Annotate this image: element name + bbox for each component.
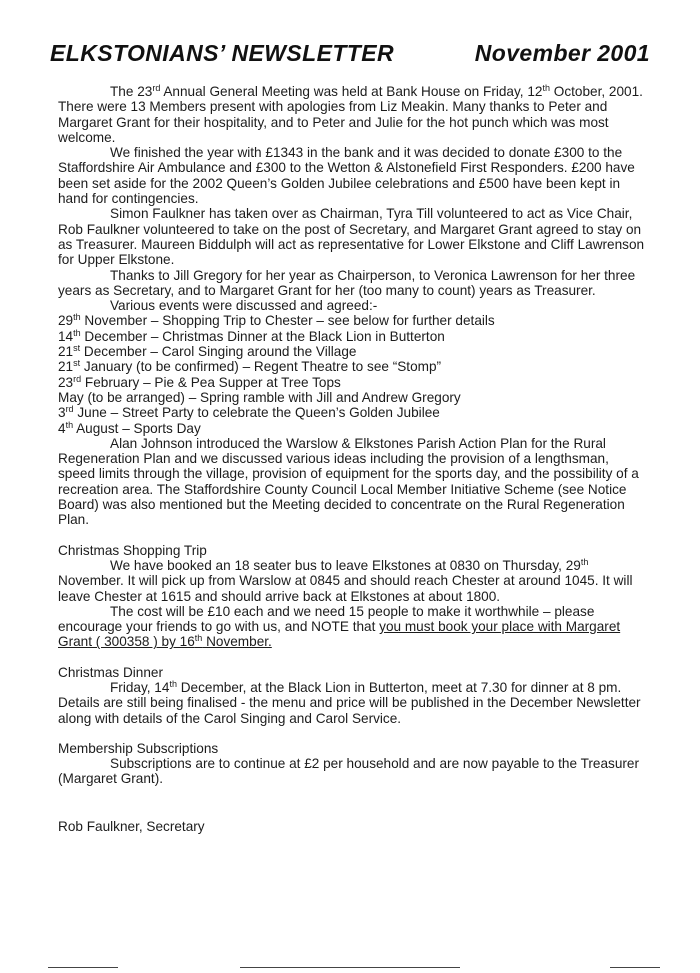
shopping-paragraph-2: The cost will be £10 each and we need 15 people to make it worthwhile – please encourage your friends to go with us, and NOTE that you must book your place with Margaret Grant ( 300358 ) by 16th November. bbox=[58, 603, 621, 650]
event-item: 23rd February – Pie & Pea Supper at Tree Tops bbox=[58, 373, 341, 390]
membership-heading: Membership Subscriptions bbox=[58, 740, 219, 756]
agm-paragraph-5: Alan Johnson introduced the Warslow & Elkstones Parish Action Plan for the Rural Regeneration Plan and we discussed various ideas including the provision of a lengthsman, speed limits through the village, provision of equipment for the sports day, and the possibility of a recreation area. The Staffordshire County Council Local Member Initiative Scheme (see Notice Board) was also mentioned but the Meeting decided to concentrate on the Rural Regeneration Plan. bbox=[58, 435, 639, 528]
event-item: 29th November – Shopping Trip to Chester – see below for further details bbox=[58, 312, 495, 329]
dinner-heading: Christmas Dinner bbox=[58, 664, 163, 680]
newsletter-date: November 2001 bbox=[474, 40, 650, 66]
booking-note: you must book your place with Margaret Grant ( 300358 ) by 16th November. bbox=[58, 619, 621, 650]
shopping-paragraph-1: We have booked an 18 seater bus to leave Elkstones at 0830 on Thursday, 29th November. It will pick up from Warslow at 0845 and should reach Chester at around 1045. It will leave Chester at 1615 and should arrive back at Elkstones at about 1800. bbox=[58, 556, 633, 604]
scan-edge-line bbox=[610, 967, 660, 968]
event-item: May (to be arranged) – Spring ramble with Jill and Andrew Gregory bbox=[58, 389, 461, 405]
event-item: 3rd June – Street Party to celebrate the Queen’s Golden Jubilee bbox=[58, 404, 440, 421]
shopping-heading: Christmas Shopping Trip bbox=[58, 542, 207, 558]
agm-paragraph-1 bbox=[58, 84, 648, 145]
agm-paragraph-2: We finished the year with £1343 in the bank and it was decided to donate £300 to the Staffordshire Air Ambulance and £300 to the Wetton & Alstonefield First Responders. £200 have been set aside for the 2002 Queen’s Golden Jubilee celebrations and £500 have been kept in hand for contingencies. bbox=[58, 145, 635, 207]
signature: Rob Faulkner, Secretary bbox=[58, 818, 205, 834]
events-intro: Various events were discussed and agreed:- bbox=[110, 298, 378, 314]
membership-paragraph-1: Subscriptions are to continue at £2 per household and are now payable to the Treasurer (Margaret Grant). bbox=[58, 756, 639, 787]
newsletter-body bbox=[58, 84, 648, 834]
dinner-paragraph-1: Friday, 14th December, at the Black Lion in Butterton, meet at 7.30 for dinner at 8 pm. Details are still being finalised - the menu and price will be published in the December Newsletter along with details of the Carol Singing and Carol Service. bbox=[58, 678, 641, 726]
agm-p1-sup1: rd bbox=[152, 83, 161, 93]
newsletter-title: ELKSTONIANS’ NEWSLETTER bbox=[50, 40, 394, 66]
agm-paragraph-3: Simon Faulkner has taken over as Chairman, Tyra Till volunteered to act as Vice Chair, Rob Faulkner volunteered to take on the post of Secretary, and Margaret Grant agreed to stay on as Treasurer. Maureen Biddulph will act as representative for Lower Elkstone and Cliff Lawrenson for Upper Elkstone. bbox=[58, 206, 645, 268]
agm-p1-text-c: October, 2001. There were 13 Members present with apologies from Liz Meakin. Many thanks to Peter and Margaret Grant for their hospitality, and to Peter and Julie for the hot punch which was most welcome. bbox=[58, 84, 643, 145]
masthead bbox=[50, 40, 650, 67]
agm-paragraph-4: Thanks to Jill Gregory for her year as Chairperson, to Veronica Lawrenson for her three years as Secretary, and to Margaret Grant for her (too many to count) years as Treasurer. bbox=[58, 267, 636, 298]
event-item: 4th August – Sports Day bbox=[58, 419, 201, 436]
event-item: 21st January (to be confirmed) – Regent Theatre to see “Stomp” bbox=[58, 358, 442, 375]
scan-edge-line bbox=[240, 967, 460, 968]
events-list bbox=[58, 313, 648, 435]
scan-edge-line bbox=[48, 967, 118, 968]
agm-p1-text-b: Annual General Meeting was held at Bank House on Friday, 12 bbox=[160, 84, 543, 99]
agm-p1-text-a: The 23 bbox=[110, 84, 153, 99]
event-item: 14th December – Christmas Dinner at the Black Lion in Butterton bbox=[58, 327, 445, 344]
agm-p1-sup2: th bbox=[542, 83, 550, 93]
event-item: 21st December – Carol Singing around the Village bbox=[58, 343, 357, 360]
